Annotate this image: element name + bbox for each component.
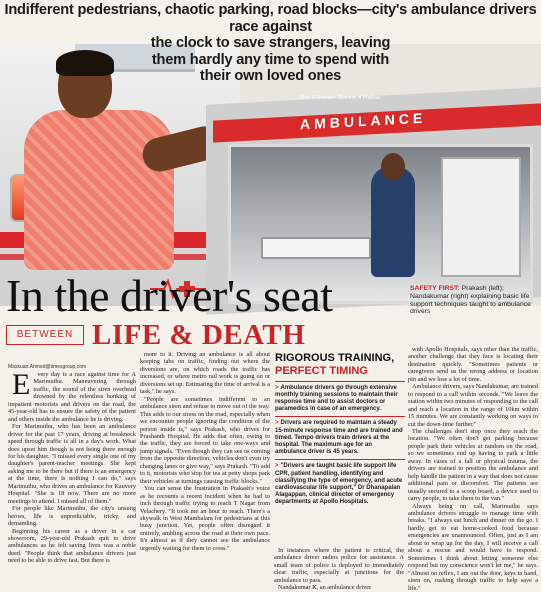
col2-paragraph-3: You can sense the frustration in Prakash's voice as he recounts a recent incident when he had to inch through traffic trying to reach T Nagar from Velachery. "It took me an hour to reach. There's a skywalk in West Mambalam for pedestrians at this busy junction. Yet, people often disregard it entirely, ambling across the road at their own pace. It's almost as if they cannot see the ambulance urgently waiting for them to cross." [140, 485, 270, 552]
col2-paragraph-1: more to it. Driving an ambulance is all about keeping tabs on traffic, finding out where the diversions are, on which roads the traffic has increased, or where metro rail work is going on or diversions set up. Estimating the time of arrival is a task," he says. [140, 351, 270, 396]
article-column-4 [274, 547, 404, 592]
life-death-title: LIFE & DEATH [92, 319, 306, 351]
byline: Maskuan.Ahmed@timesgroup.com [8, 364, 87, 370]
arrow-icon: > [275, 463, 279, 470]
col3-paragraph-4: Always being on call, Marimuthu says ambulance drivers struggle to manage time with breaks. "I always eat lunch and dinner on the go. I hardly get to eat home-cooked food because emergencies are unannounced. Often, just as I am about to wrap up for the day, I will receive a call about a rescue and would have to respond. Sometimes I think about letting someone else respond but my conscience won't let me," he says. "Almost on reflex, I am out the door, keys in hand, siren on, rushing through traffic to help save a life." [408, 502, 538, 592]
col2-paragraph-2: "People are sometimes indifferent to an ambulance siren and refuse to move out of the way. This adds to our stress on the road, especially when we encounter people ignoring the condition of the person inside is," says Prakash, who drives for Prashanth Hospital. He adds that often, owing to the traffic, they are forced to take one-ways and jump signals. "Even though they can see us coming from the opposite direction, vehicles don't even try changing lanes or give way," says Prakash. "To add to it, motorists who stop for tea at petty shops park their vehicles at turnings causing traffic blocks." [140, 395, 270, 485]
driver-prakash-figure [24, 52, 214, 282]
main-headline: In the driver's seat [6, 270, 333, 321]
kicker-line-4: their own loved ones [199, 68, 342, 85]
arrow-icon: > [275, 420, 279, 427]
sidebar-bullet: > Ambulance drivers go through extensive monthly training sessions to maintain their response time and to assist doctors or paramedics in case of an emergency. [275, 381, 405, 417]
between-label: BETWEEN [6, 325, 84, 345]
sidebar-title-2: PERFECT TIMING [275, 364, 368, 377]
kicker-headline [4, 2, 537, 85]
col3-paragraph-3: The challenges don't stop once they reach the location. "We often don't get parking because people park their vehicles at random on the road, so we sometimes end up having to park a little away. In cases of a fall or physical trauma, the drivers are trained to position the ambulance and help handle the patient in a way that does not cause additional pain or discomfort. The patients are usually secured to a scoop board, a device used to carry people, to take them to the van." [408, 427, 538, 503]
ambulance-label: AMBULANCE [300, 109, 427, 133]
col1-paragraph-4: Beginning his career as a driver in a car showroom, 29-year-old Prakash quit to drive ambulances as he felt saving lives was a noble deed. "People think that ambulance drivers just need to be able to drive fast. But there is [8, 527, 136, 565]
article-column-1 [8, 368, 136, 583]
col3-paragraph-1: with Apollo Hospitals, says other than the traffic, another challenge that they face is locating their destination quickly. "Sometimes patients or caregivers send us the wrong address or location pin and we lose a lot of time. [408, 346, 538, 383]
sidebar-bullet: > "Drivers are taught basic life support life CPR, patient handling, identifying and classifying the type of emergency, and acute cardiovascular life support," Dr Dhanapalan Alagappan, clinical director of emergency departments at Apollo Hospitals. [275, 459, 405, 509]
kicker-line-1: Indifferent pedestrians, chaotic parking, road blocks—city's ambulance drivers race against [4, 2, 537, 35]
subheadline [6, 319, 406, 351]
sidebar-title-1: RIGOROUS TRAINING, [275, 352, 395, 364]
training-sidebar [275, 353, 405, 543]
article-column-2 [140, 351, 270, 583]
col4-paragraph-2: Nandakumar K, an ambulance driver [278, 584, 372, 592]
stretcher [261, 237, 371, 259]
kicker-line-3: them hardly any time to spend with [151, 51, 390, 68]
kicker-line-2: the clock to save strangers, leaving [150, 35, 391, 52]
col4-paragraph-1: In instances where the patient is critical, the ambulance driver radios police for assistance. A small team of police is deployed to immediately clear traffic, especially at junctions for the ambulance to pass. [274, 547, 404, 584]
caption-lead: SAFETY FIRST: [410, 285, 460, 292]
photo-credit: Pics: R Ramesh Shankar, A Prathap [300, 95, 381, 101]
arrow-icon: > [275, 384, 279, 391]
sidebar-bullet: > Drivers are required to maintain a steady 15-minute response time and are trained and timed. Tempo drivers train drivers at the hospital. The maximum age for an ambulance driver is 45 years. [275, 416, 405, 459]
col1-paragraph-3: For people like Marimuthu, the city's unsung heroes, life is unpredictable, tricky, and demanding. [8, 505, 136, 528]
photo-caption [410, 285, 538, 316]
col1-paragraph-2: For Marimuthu, who has been an ambulance driver for the past 17 years, driving at breakneck speed through traffic is all in a day's work. What does upset him though is not being there enough for his daughter. "I missed every single one of my daughter's parent-teacher meetings. She kept asking me to be there but if there is an emergency at the time, there is nothing I can do," says Marimuthu, who drives an ambulance for Kauvery Hospital. "She is 18 now. There are no more meetings to attend. I missed all of them." [8, 423, 136, 505]
caption-text: Prakash (left); Nandakumar (right) explaining basic life support techniques taught to ambulance drivers [410, 285, 531, 316]
drop-cap: E [12, 368, 31, 401]
driver-nandakumar-figure [371, 167, 415, 277]
col1-paragraph-1: very day is a race against time for A Marimuthu. Maneuvering through traffic, the sound of the siren overhead drowned by the relentless honking of impatient motorists and drivers on the road, the 45-year-old has to ensure the safety of the patient and others inside the ambulance he is driving. [8, 371, 136, 423]
col3-paragraph-2: Ambulance drivers, says Nandakumar, are trained to respond to a call within seconds. "We leave the station within two minutes of responding to the call and reach a location in the range of 10km within 15 minutes. We are constantly working on ways to cut the down-time further." [408, 383, 538, 428]
article-column-3 [408, 346, 538, 592]
